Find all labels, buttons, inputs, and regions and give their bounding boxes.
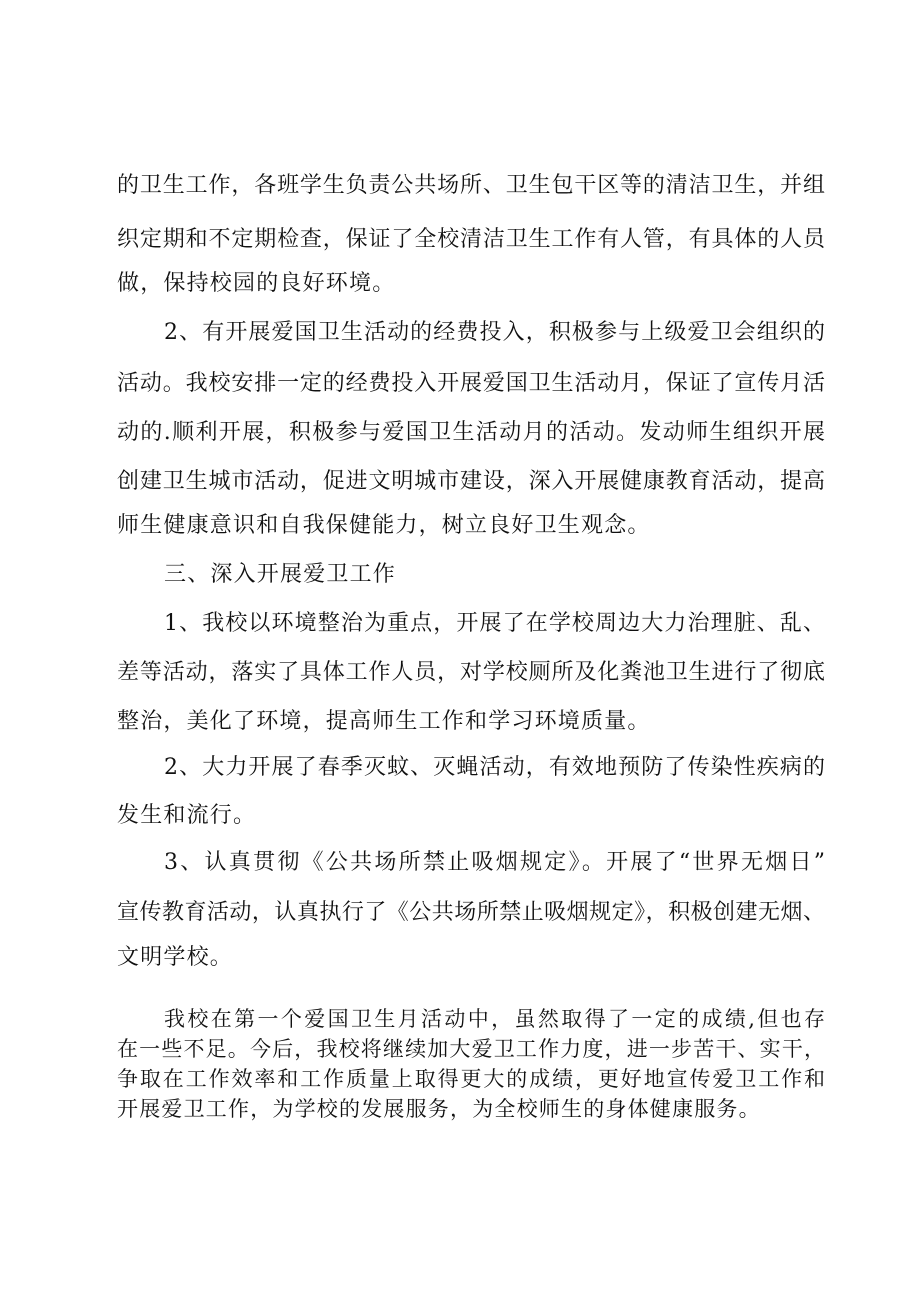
paragraph-line: 我校在第一个爱国卫生月活动中，虽然取得了一定的成绩,但也存 <box>164 1007 825 1031</box>
paragraph-line: 织定期和不定期检查，保证了全校清洁卫生工作有人管，有具体的人员 <box>117 227 825 252</box>
paragraph-line: 创建卫生城市活动，促进文明城市建设，深入开展健康教育活动，提高 <box>117 469 825 494</box>
paragraph-line: 差等活动，落实了具体工作人员，对学校厕所及化粪池卫生进行了彻底 <box>117 660 825 685</box>
paragraph-line: 整治，美化了环境，提高师生工作和学习环境质量。 <box>117 709 651 734</box>
paragraph-line: 发生和流行。 <box>117 803 257 828</box>
paragraph-line: 1、我校以环境整治为重点，开展了在学校周边大力治理脏、乱、 <box>164 611 825 636</box>
paragraph-line: 文明学校。 <box>117 945 234 970</box>
paragraph-line: 开展爱卫工作，为学校的发展服务，为全校师生的身体健康服务。 <box>117 1097 761 1121</box>
paragraph-line: 争取在工作效率和工作质量上取得更大的成绩，更好地宣传爱卫工作和 <box>117 1067 825 1091</box>
paragraph-line: 2、有开展爱国卫生活动的经费投入，积极参与上级爱卫会组织的 <box>164 320 825 345</box>
paragraph-line: 活动。我校安排一定的经费投入开展爱国卫生活动月，保证了宣传月活 <box>117 371 825 396</box>
paragraph-line: 的卫生工作，各班学生负责公共场所、卫生包干区等的清洁卫生，并组 <box>117 173 825 198</box>
paragraph-line: 做，保持校园的良好环境。 <box>117 271 396 296</box>
paragraph-line: 宣传教育活动，认真执行了《公共场所禁止吸烟规定》，积极创建无烟、 <box>117 900 825 925</box>
paragraph-line: 在一些不足。今后，我校将继续加大爱卫工作力度，进一步苦干、实干， <box>117 1037 825 1061</box>
paragraph-line: 师生健康意识和自我保健能力，树立良好卫生观念。 <box>117 513 651 538</box>
paragraph-line: 动的.顺利开展，积极参与爱国卫生活动月的活动。发动师生组织开展 <box>117 420 825 445</box>
paragraph-line: 3、认真贯彻《公共场所禁止吸烟规定》。开展了“世界无烟日” <box>164 850 825 875</box>
paragraph-line: 2、大力开展了春季灭蚊、灭蝇活动，有效地预防了传染性疾病的 <box>164 755 825 780</box>
section-heading: 三、深入开展爱卫工作 <box>164 562 397 587</box>
